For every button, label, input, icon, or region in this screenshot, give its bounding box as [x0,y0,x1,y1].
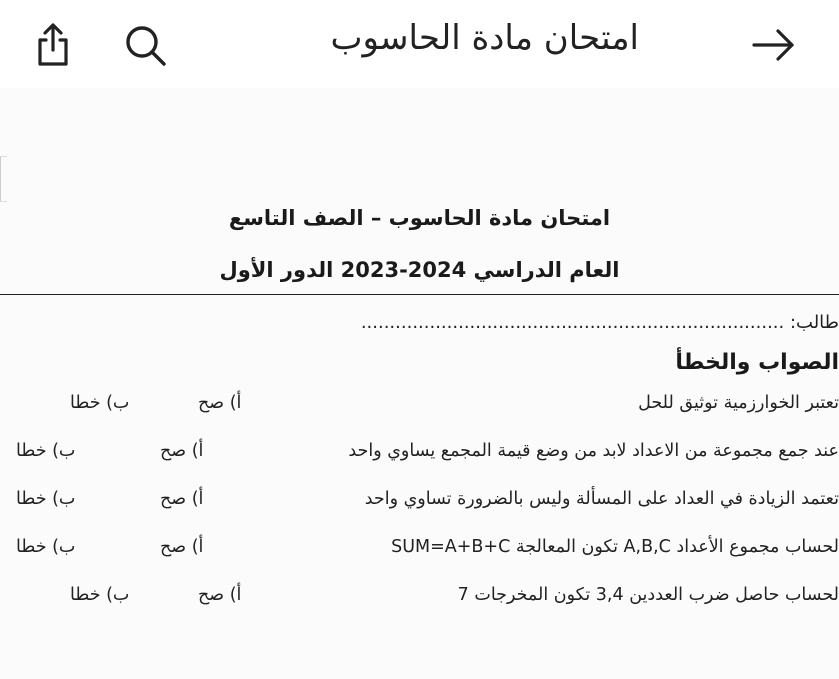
option-false: ب) خطا [16,537,76,557]
page-title: امتحان مادة الحاسوب [330,18,639,58]
question-statement: لحساب مجموع الأعداد A,B,C تكون المعالجة SUM=A+B+C [391,537,839,557]
option-true: أ) صح [198,393,242,413]
question-row [0,537,839,567]
question-statement: تعتمد الزيادة في العداد على المسألة وليس بالضرورة تساوي واحد [364,489,839,509]
option-true: أ) صح [198,585,242,605]
question-row [0,441,839,471]
question-row [0,585,839,615]
divider-line [0,294,839,295]
question-row [0,489,839,519]
option-false: ب) خطا [70,585,130,605]
option-true: أ) صح [160,537,204,557]
share-icon[interactable] [28,20,78,70]
section-title: الصواب والخطأ [675,350,839,375]
page-edge-marker [0,156,7,202]
option-true: أ) صح [160,441,204,461]
option-false: ب) خطا [70,393,130,413]
exam-year-heading: العام الدراسي 2024-2023 الدور الأول [219,258,620,282]
option-false: ب) خطا [16,441,76,461]
question-statement: عند جمع مجموعة من الاعداد لابد من وضع قيمة المجمع يساوي واحد [348,441,839,461]
question-row [0,393,839,423]
document-viewer[interactable] [0,88,839,679]
app-bar [0,0,839,88]
option-true: أ) صح [160,489,204,509]
search-icon[interactable] [120,20,170,70]
question-statement: لحساب حاصل ضرب العددين 3,4 تكون المخرجات 7 [457,585,839,605]
question-statement: تعتبر الخوارزمية توثيق للحل [638,393,839,413]
option-false: ب) خطا [16,489,76,509]
exam-heading: امتحان مادة الحاسوب – الصف التاسع [228,206,611,230]
student-name-line: طالب: .......................................................................... [360,312,839,333]
back-arrow-icon[interactable] [748,20,798,70]
